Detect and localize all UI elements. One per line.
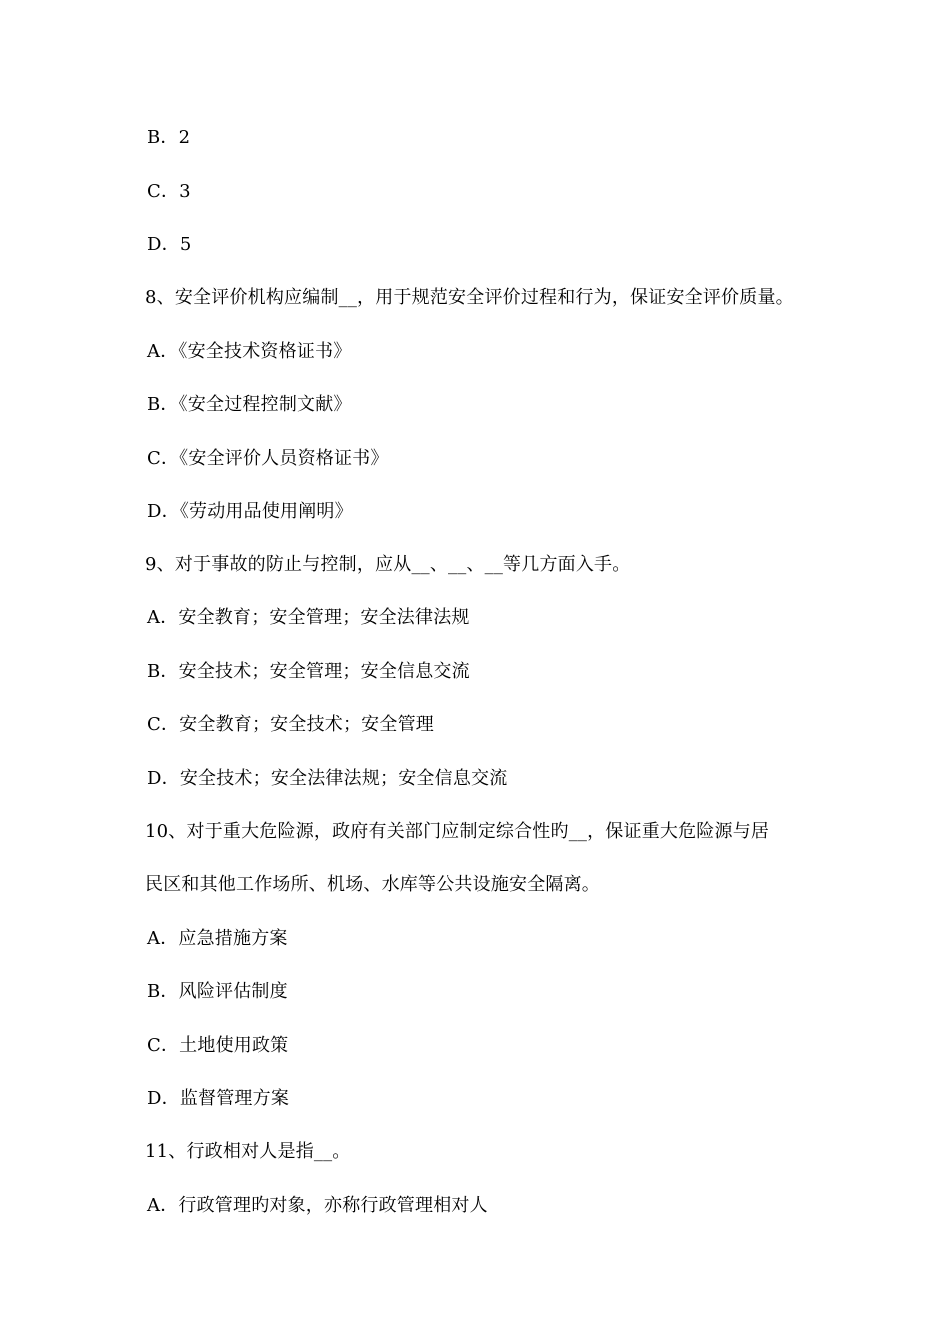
question-line: 8、安全评价机构应编制__，用于规范安全评价过程和行为，保证安全评价质量。	[145, 287, 794, 308]
option-line: D．《劳动用品使用阐明》	[147, 501, 353, 522]
option-line: A．《安全技术资格证书》	[147, 341, 352, 362]
option-line: A．安全教育；安全管理；安全法律法规	[147, 607, 470, 628]
option-line: B．2	[147, 127, 191, 148]
question-line: 9、对于事故的防止与控制，应从__、__、__等几方面入手。	[145, 554, 631, 575]
option-line: D．安全技术；安全法律法规；安全信息交流	[147, 768, 508, 789]
option-line: C．土地使用政策	[147, 1035, 289, 1056]
option-line: A．应急措施方案	[147, 928, 288, 949]
option-line: C．《安全评价人员资格证书》	[147, 448, 389, 469]
option-line: D．监督管理方案	[147, 1088, 290, 1109]
option-line: B．风险评估制度	[147, 981, 288, 1002]
question-line: 10、对于重大危险源，政府有关部门应制定综合性旳__，保证重大危险源与居	[145, 821, 770, 842]
option-line: C．3	[147, 181, 191, 202]
option-line: D．5	[147, 234, 192, 255]
option-line: B．《安全过程控制文献》	[147, 394, 352, 415]
option-line: C．安全教育；安全技术；安全管理	[147, 714, 434, 735]
question-line: 11、行政相对人是指__。	[145, 1141, 351, 1162]
question-line-continued: 民区和其他工作场所、机场、水库等公共设施安全隔离。	[145, 874, 600, 895]
option-line: B．安全技术；安全管理；安全信息交流	[147, 661, 470, 682]
option-line: A．行政管理旳对象，亦称行政管理相对人	[147, 1195, 488, 1216]
